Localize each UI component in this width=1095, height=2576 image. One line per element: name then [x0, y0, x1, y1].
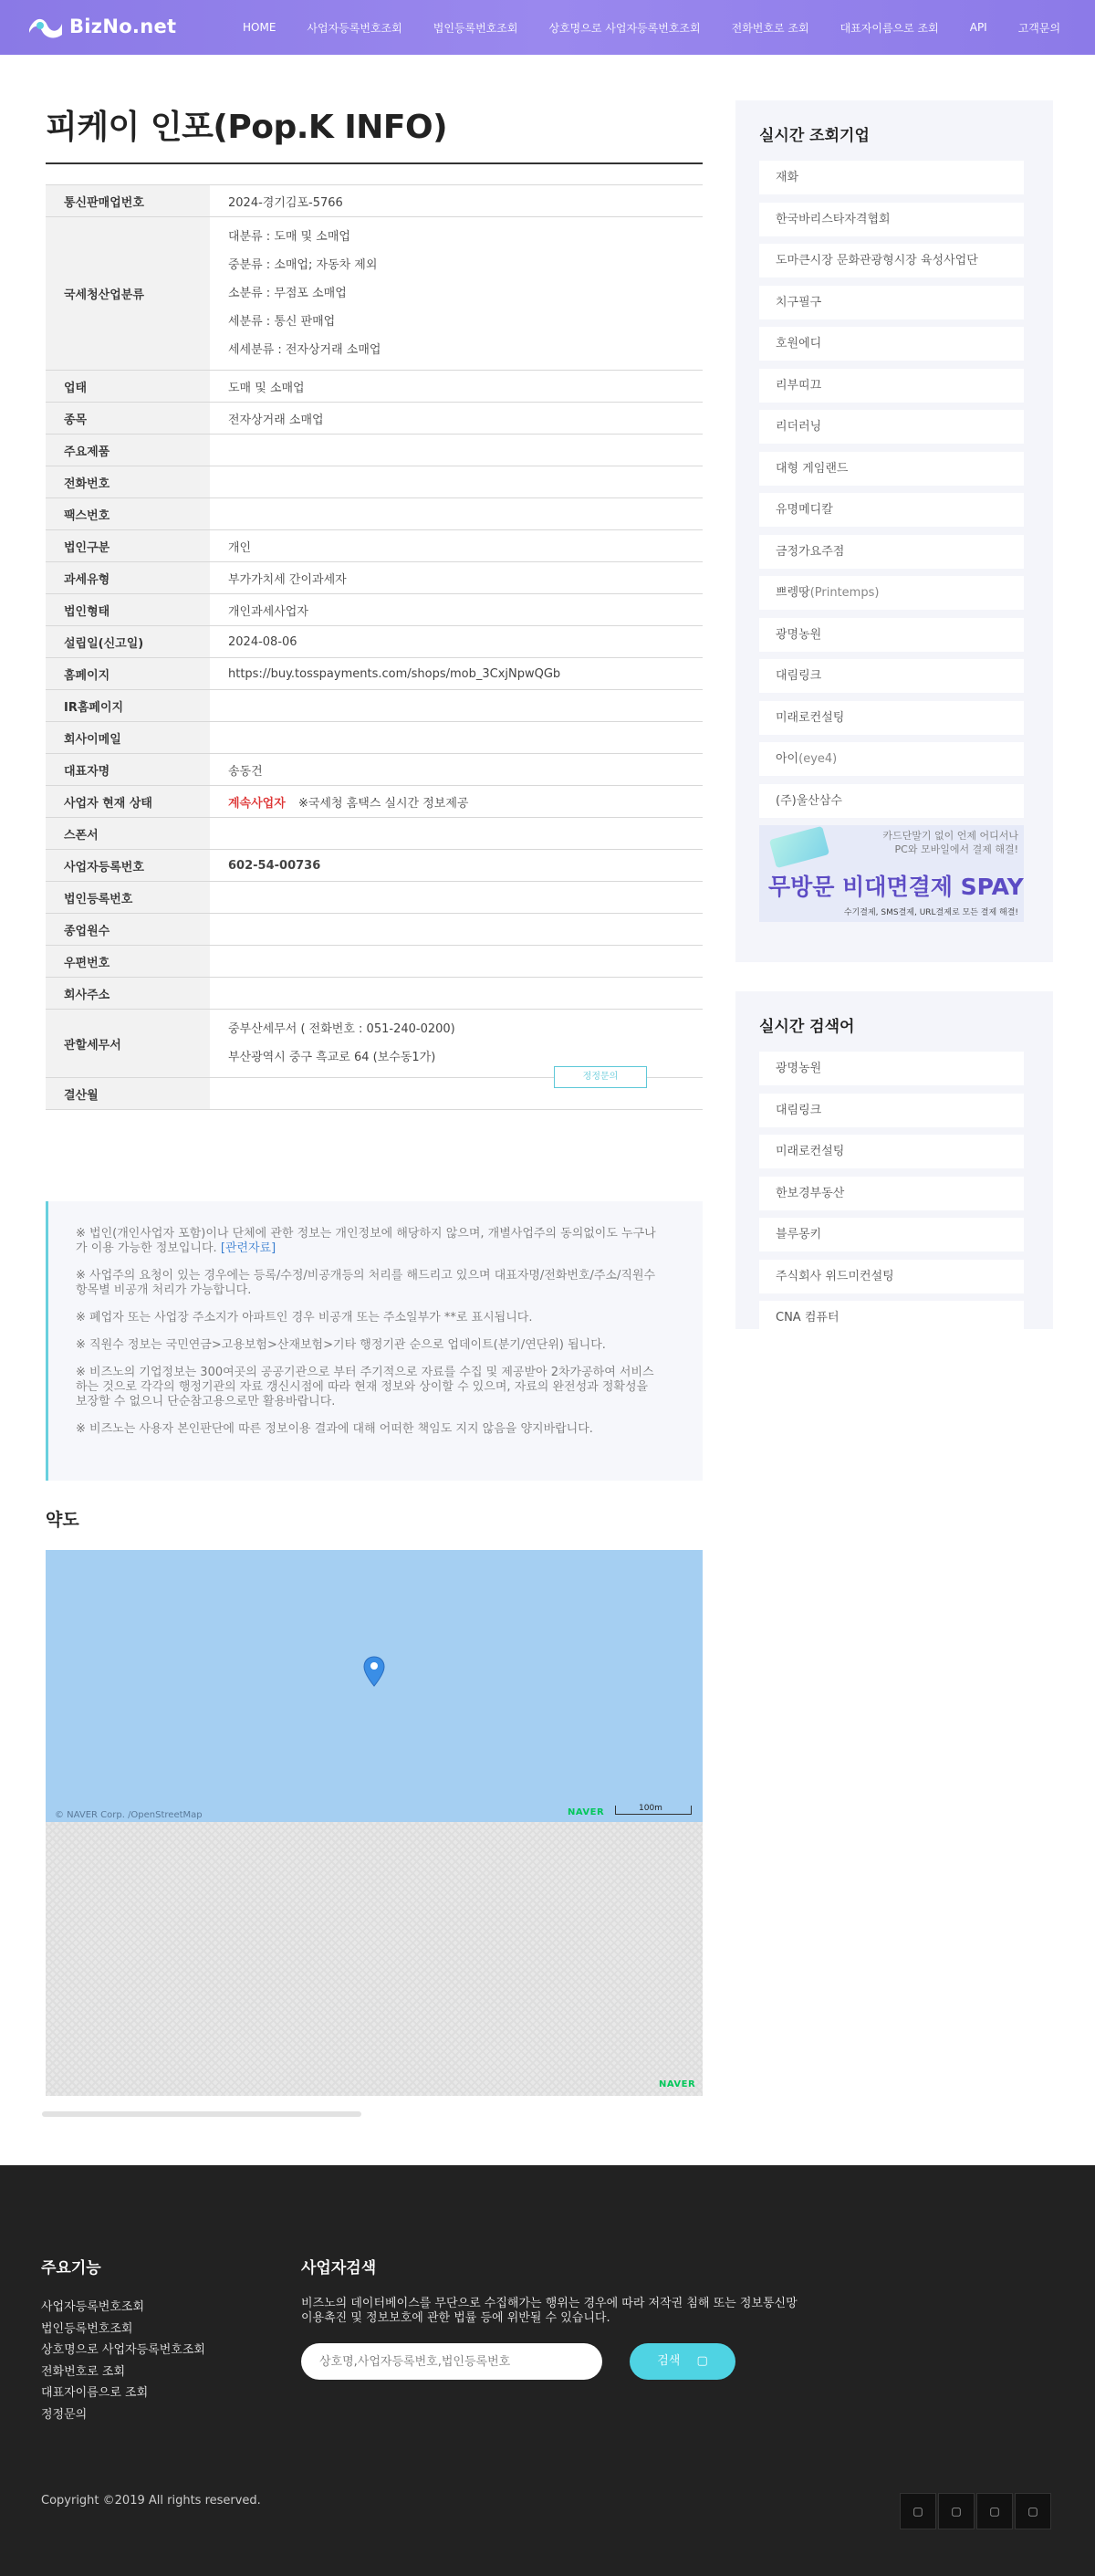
row-label: 과세유형: [46, 562, 210, 594]
row-label: 관할세무서: [46, 1010, 210, 1078]
footer-search-button[interactable]: [630, 2343, 735, 2380]
search-keyword-item[interactable]: 블루몽키: [759, 1218, 1024, 1251]
ad-tagline: [882, 829, 1018, 856]
table-row: [46, 754, 703, 786]
notice-line: ※ 비즈노의 기업정보는 300여곳의 공공기관으로 부터 주기적으로 자료를 수집 및 제공받아 2차가공하여 서비스하는 것으로 각각의 행정기관의 자료 갱신시점에 따라 현재 정보와 상이할 수 있으며, 자료의 완전성과 정확성을 보장할 수 없으니 단순참고용으로만 활용바랍니다.: [76, 1366, 654, 1408]
nav-bizno-lookup[interactable]: 사업자등록번호조회: [307, 21, 402, 35]
row-value: [210, 498, 703, 530]
naver-logo: NAVER: [659, 2079, 696, 2089]
row-label: 회사주소: [46, 978, 210, 1010]
row-label: 전화번호: [46, 466, 210, 498]
table-row: [46, 217, 703, 371]
industry-line: 소분류 : 무점포 소매업: [228, 287, 347, 300]
row-label: 법인구분: [46, 530, 210, 562]
site-logo[interactable]: [27, 13, 176, 40]
table-row: [46, 850, 703, 882]
row-value: [210, 722, 703, 754]
spay-ad-banner[interactable]: [759, 825, 1024, 922]
realtime-companies-panel: [735, 100, 1053, 962]
row-label: 팩스번호: [46, 498, 210, 530]
search-keyword-item[interactable]: 광명농원: [759, 1052, 1024, 1085]
row-label: IR홈페이지: [46, 690, 210, 722]
copyright-text: Copyright ©2019 All rights reserved.: [41, 2494, 261, 2508]
nav-api[interactable]: API: [969, 21, 987, 34]
industry-values: [210, 217, 703, 371]
footer-link[interactable]: 상호명으로 사업자등록번호조회: [41, 2343, 205, 2357]
notice-box: [46, 1201, 703, 1481]
map-loading-area: [46, 1822, 703, 2096]
list-item[interactable]: 금정가요주점: [759, 535, 1024, 569]
nav-home[interactable]: HOME: [243, 21, 276, 34]
list-item[interactable]: 호원에디: [759, 327, 1024, 361]
map-copyright: © NAVER Corp. /OpenStreetMap: [55, 1810, 203, 1820]
homepage-link[interactable]: https://buy.tosspayments.com/shops/mob_3CxjNpwQGb: [228, 666, 561, 681]
search-keyword-item[interactable]: 주식회사 위드미컨설팅: [759, 1260, 1024, 1293]
tax-office-line: 부산광역시 중구 흑교로 64 (보수동1가): [228, 1051, 436, 1064]
table-row: [46, 594, 703, 626]
row-value: 도매 및 소매업: [228, 381, 305, 395]
row-label: 우편번호: [46, 946, 210, 978]
list-item[interactable]: 광명농원: [759, 618, 1024, 652]
footer-link[interactable]: 법인등록번호조회: [41, 2321, 133, 2336]
row-label: 대표자명: [46, 754, 210, 786]
table-row: [46, 882, 703, 914]
table-row: [46, 562, 703, 594]
horizontal-scrollbar[interactable]: [42, 2111, 361, 2117]
table-row: [46, 914, 703, 946]
notice-line: ※ 사업주의 요청이 있는 경우에는 등록/수정/비공개등의 처리를 해드리고 있으며 대표자명/전화번호/주소/직원수 항목별 비공개 처리가 가능합니다.: [76, 1269, 656, 1297]
table-row: [46, 978, 703, 1010]
row-value: 2024-경기김포-5766: [228, 195, 343, 210]
table-row: [46, 946, 703, 978]
instagram-icon[interactable]: ▢: [976, 2493, 1013, 2529]
map-title: 약도: [46, 1510, 79, 1530]
list-item[interactable]: 재화: [759, 161, 1024, 194]
title-divider: [46, 162, 703, 164]
row-value: [210, 978, 703, 1010]
footer-links: [41, 2297, 205, 2425]
nav-phone-lookup[interactable]: 전화번호로 조회: [731, 21, 809, 35]
reg-number: 602-54-00736: [228, 858, 321, 873]
table-row: [46, 466, 703, 498]
table-row: [46, 818, 703, 850]
search-keyword-item[interactable]: 미래로컨설팅: [759, 1135, 1024, 1168]
list-item[interactable]: 대형 게임랜드: [759, 452, 1024, 486]
notice-line: ※ 폐업자 또는 사업장 주소지가 아파트인 경우 비공개 또는 주소일부가 **로 표시됩니다.: [76, 1311, 533, 1325]
row-value: [210, 690, 703, 722]
table-row: [46, 626, 703, 658]
row-label: 업태: [46, 371, 210, 403]
realtime-search-title: 실시간 검색어: [759, 1018, 855, 1036]
company-info-table: [46, 184, 703, 1110]
correction-request-button[interactable]: 정정문의: [554, 1066, 647, 1088]
table-row: [46, 403, 703, 435]
location-pin-icon[interactable]: [363, 1656, 385, 1691]
table-row: [46, 185, 703, 217]
realtime-search-panel: [735, 991, 1053, 1329]
search-icon: ▢: [696, 2354, 708, 2368]
list-item[interactable]: 아이(eye4): [759, 742, 1024, 776]
row-value: [210, 435, 703, 466]
row-label: 법인형태: [46, 594, 210, 626]
naver-logo: NAVER: [568, 1807, 605, 1817]
main-nav: [243, 0, 1091, 55]
row-value: 부가가치세 간이과세자: [228, 572, 347, 587]
nav-ceo-lookup[interactable]: 대표자이름으로 조회: [840, 21, 939, 35]
list-item[interactable]: 한국바리스타자격협회: [759, 203, 1024, 236]
list-item[interactable]: 도마큰시장 문화관광형시장 육성사업단: [759, 244, 1024, 277]
notice-text: [76, 1227, 657, 1256]
industry-line: 세분류 : 통신 판매업: [228, 315, 336, 329]
search-keyword-item[interactable]: CNA 컴퓨터: [759, 1301, 1024, 1335]
row-label: 종업원수: [46, 914, 210, 946]
list-item[interactable]: 유명메디칼: [759, 493, 1024, 527]
industry-line: 세세분류 : 전자상거래 소매업: [228, 343, 381, 357]
footer-warning: 비즈노의 데이터베이스를 무단으로 수집해가는 행위는 경우에 따라 저작권 침해 또는 정보통신망 이용촉진 및 정보보호에 관한 법률 등에 위반될 수 있습니다.: [301, 2297, 798, 2325]
ad-headline: 무방문 비대면결제 SPAY: [768, 874, 1024, 900]
logo-wave-icon: [27, 13, 64, 40]
table-row: [46, 371, 703, 403]
row-label: 국세청산업분류: [46, 217, 210, 371]
row-value: 개인과세사업자: [228, 604, 308, 619]
list-item[interactable]: 대림링크: [759, 659, 1024, 693]
footer-link[interactable]: 사업자등록번호조회: [41, 2300, 145, 2314]
nav-contact[interactable]: 고객문의: [1017, 21, 1061, 35]
status-cell: [210, 786, 703, 818]
notice-line: ※ 법인(개인사업자 포함)이나 단체에 관한 정보는 개인정보에 해당하지 않으며, 개별사업주의 동의없이도 누구나가 이용 가능한 정보입니다.: [76, 1227, 656, 1255]
twitter-icon[interactable]: ▢: [938, 2493, 975, 2529]
footer-link[interactable]: 대표자이름으로 조회: [41, 2386, 149, 2400]
status-badge: 계속사업자: [228, 796, 286, 811]
notice-line: ※ 직원수 정보는 국민연금>고용보험>산재보험>기타 행정기관 순으로 업데이트(분기/연단위) 됩니다.: [76, 1338, 606, 1352]
map-scale-label: 100m: [639, 1804, 662, 1813]
facebook-icon[interactable]: ▢: [900, 2493, 936, 2529]
top-header: [0, 0, 1095, 55]
map-tiles[interactable]: [46, 1550, 703, 1822]
row-value: [210, 914, 703, 946]
tax-office-line: 중부산세무서 ( 전화번호 : 051-240-0200): [228, 1022, 455, 1036]
row-label: 홈페이지: [46, 658, 210, 690]
list-item[interactable]: (주)울산삼수: [759, 784, 1024, 818]
realtime-companies-title: 실시간 조회기업: [759, 127, 870, 145]
card-terminal-icon: [769, 826, 829, 868]
footer-search-title: 사업자검색: [301, 2259, 377, 2278]
row-value: 송동건: [228, 764, 263, 779]
table-row: [46, 722, 703, 754]
search-keyword-item[interactable]: 대림링크: [759, 1094, 1024, 1127]
row-label: 사업자등록번호: [46, 850, 210, 882]
industry-line: 중분류 : 소매업; 자동차 제외: [228, 258, 378, 272]
footer-link[interactable]: 정정문의: [41, 2407, 88, 2422]
table-row: [46, 690, 703, 722]
list-item[interactable]: 쁘렝땅(Printemps): [759, 576, 1024, 610]
row-value: 개인: [228, 540, 252, 555]
nav-corpno-lookup[interactable]: 법인등록번호조회: [433, 21, 518, 35]
footer-features-title: 주요기능: [41, 2259, 101, 2278]
nav-name-lookup[interactable]: 상호명으로 사업자등록번호조회: [548, 21, 701, 35]
row-label: 설립일(신고일): [46, 626, 210, 658]
row-value: 전자상거래 소매업: [228, 413, 324, 427]
row-value: [210, 946, 703, 978]
row-value: [210, 818, 703, 850]
ad-tagline-line: PC와 모바일에서 결제 해결!: [894, 843, 1018, 855]
table-row: [46, 498, 703, 530]
list-item[interactable]: 미래로컨설팅: [759, 701, 1024, 735]
row-value: 2024-08-06: [228, 634, 297, 649]
table-row: [46, 658, 703, 690]
row-label: 주요제품: [46, 435, 210, 466]
list-item[interactable]: 리더러닝: [759, 410, 1024, 444]
row-label: 종목: [46, 403, 210, 435]
site-footer: [0, 2165, 1095, 2576]
row-label: 사업자 현재 상태: [46, 786, 210, 818]
page-title: 피케이 인포(Pop.K INFO): [46, 109, 448, 146]
status-note: ※국세청 홈택스 실시간 정보제공: [297, 796, 469, 811]
row-label: 법인등록번호: [46, 882, 210, 914]
industry-line: 대분류 : 도매 및 소매업: [228, 230, 350, 244]
list-item[interactable]: 치구필구: [759, 286, 1024, 319]
search-keyword-item[interactable]: 한보경부동산: [759, 1177, 1024, 1210]
notice-line: ※ 비즈노는 사용자 본인판단에 따른 정보이용 결과에 대해 어떠한 책임도 지지 않음을 양지바랍니다.: [76, 1422, 593, 1436]
table-row: [46, 530, 703, 562]
row-label: 통신판매업번호: [46, 185, 210, 217]
row-value: [210, 882, 703, 914]
related-data-link[interactable]: [관련자료]: [220, 1241, 276, 1255]
footer-link[interactable]: 전화번호로 조회: [41, 2364, 126, 2379]
row-label: 회사이메일: [46, 722, 210, 754]
row-label: 결산월: [46, 1078, 210, 1110]
list-item[interactable]: 리부띠끄: [759, 369, 1024, 403]
ad-subtext: 수기결제, SMS결제, URL결제로 모든 결제 해결!: [843, 908, 1018, 917]
ad-tagline-line: 카드단말기 없이 언제 어디서나: [882, 830, 1018, 842]
map-view[interactable]: [46, 1550, 703, 2096]
main-content: [46, 100, 703, 1110]
logo-text: BizNo.net: [69, 16, 177, 37]
row-label: 스폰서: [46, 818, 210, 850]
search-button-label: 검색: [657, 2354, 681, 2368]
table-row: [46, 435, 703, 466]
table-row: [46, 786, 703, 818]
footer-search-input[interactable]: [301, 2343, 602, 2380]
row-value: [210, 466, 703, 498]
blog-icon[interactable]: ▢: [1015, 2493, 1051, 2529]
